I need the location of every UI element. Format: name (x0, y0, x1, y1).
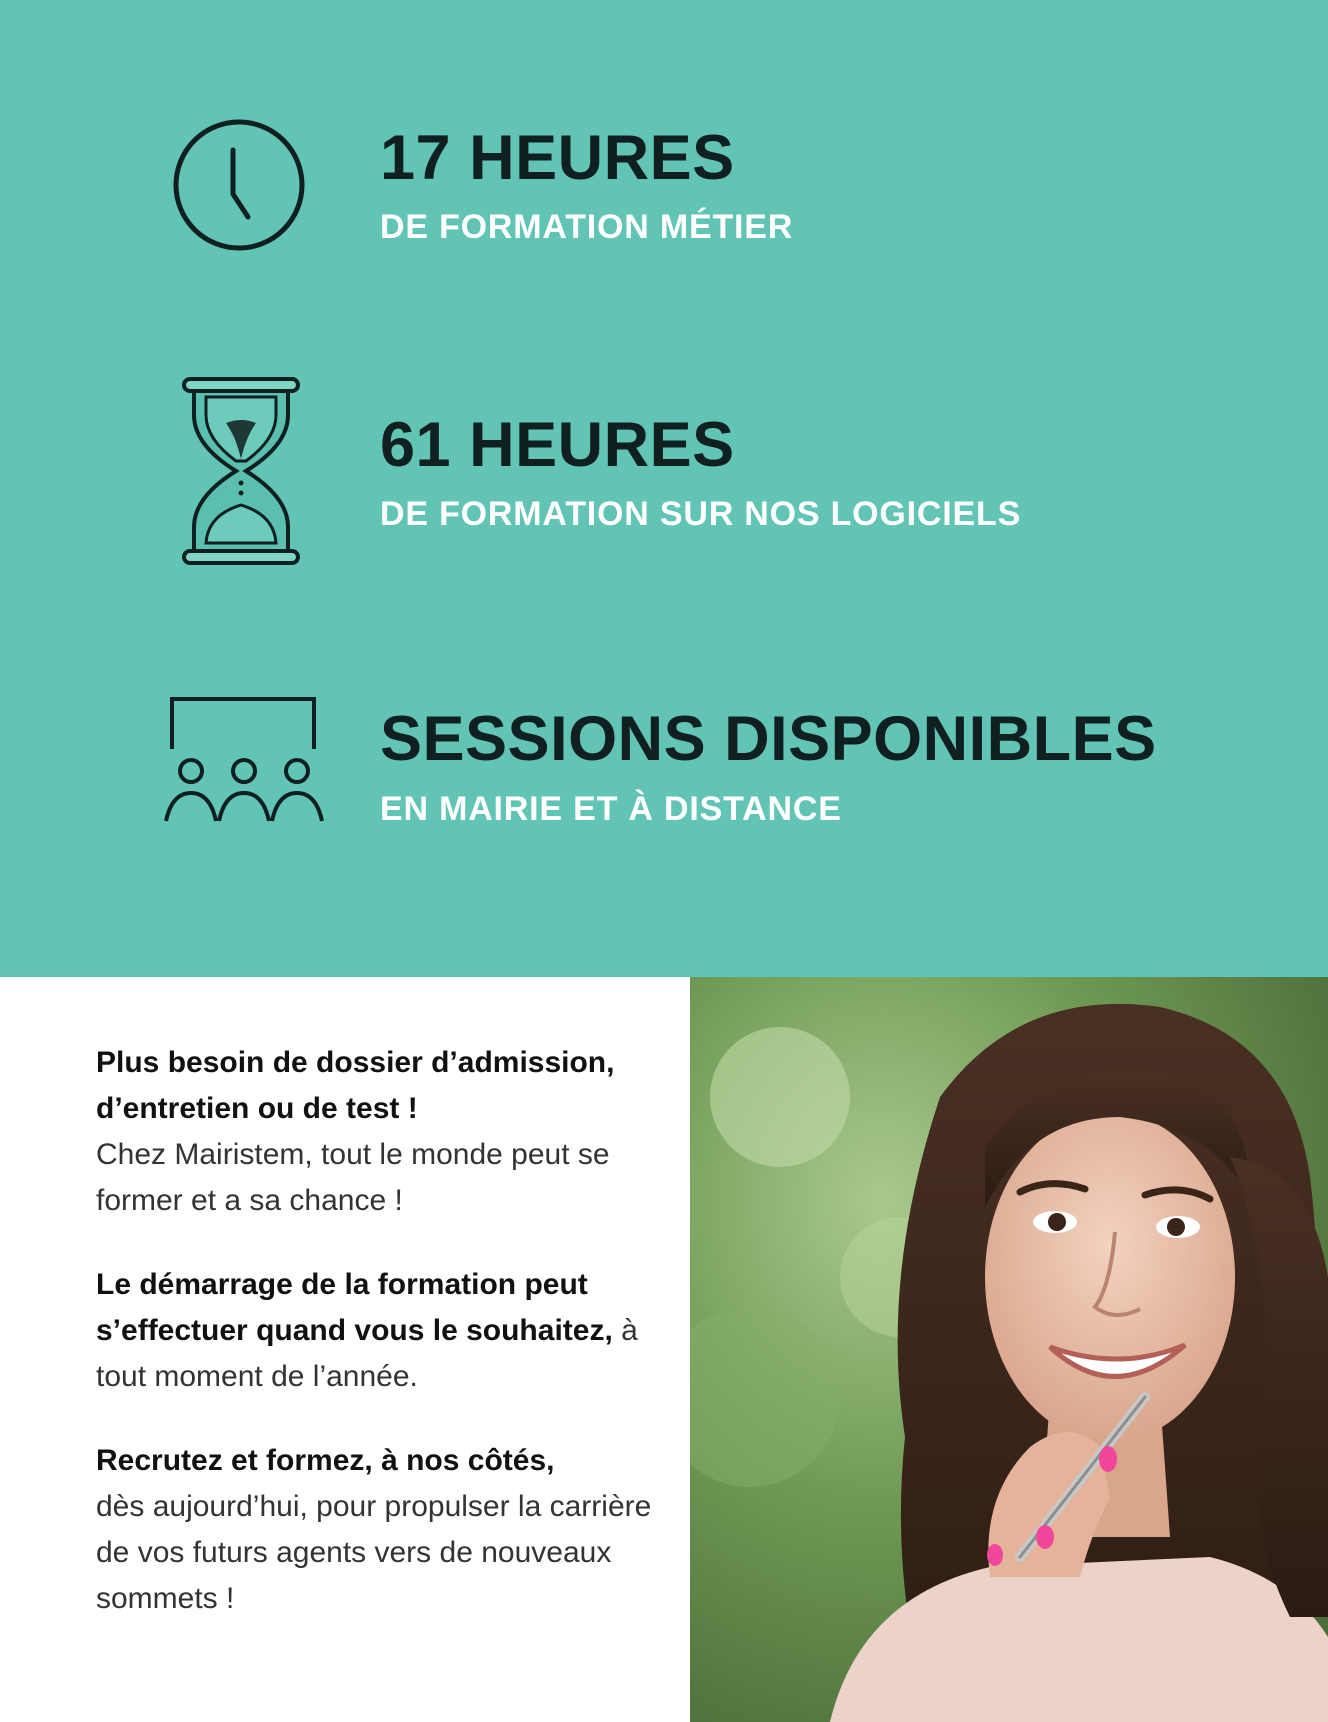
clock-icon (170, 116, 308, 254)
paragraph-recruit (96, 1438, 686, 1622)
feature-subtitle: EN MAIRIE ET À DISTANCE (380, 790, 842, 828)
feature-sessions (0, 695, 1328, 835)
paragraph-admission (96, 1040, 686, 1224)
classroom-icon (160, 695, 328, 827)
paragraph-regular: à tout moment de l’année. (96, 1314, 638, 1393)
paragraph-start (96, 1262, 686, 1400)
feature-title: SESSIONS DISPONIBLES (380, 704, 1157, 774)
paragraph-regular: dès aujourd’hui, pour propulser la carrière de vos futurs agents vers de nouveaux sommets ! (96, 1490, 652, 1615)
hourglass-icon (176, 375, 306, 567)
feature-subtitle: DE FORMATION MÉTIER (380, 208, 794, 246)
paragraph-bold: Le démarrage de la formation peut s’effectuer quand vous le souhaitez, (96, 1268, 613, 1347)
paragraph-bold: Recrutez et formez, à nos côtés, (96, 1444, 555, 1477)
paragraph-regular: Chez Mairistem, tout le monde peut se former et a sa chance ! (96, 1138, 610, 1217)
feature-hours-software (0, 375, 1328, 570)
feature-title: 61 HEURES (380, 410, 735, 480)
text-column (96, 1040, 686, 1660)
smiling-woman-photo (690, 977, 1328, 1722)
feature-title: 17 HEURES (380, 123, 735, 193)
paragraph-bold: Plus besoin de dossier d’admission, d’entretien ou de test ! (96, 1046, 615, 1125)
feature-subtitle: DE FORMATION SUR NOS LOGICIELS (380, 495, 1022, 533)
feature-hours-metier (0, 110, 1328, 260)
info-section (0, 977, 1328, 1722)
